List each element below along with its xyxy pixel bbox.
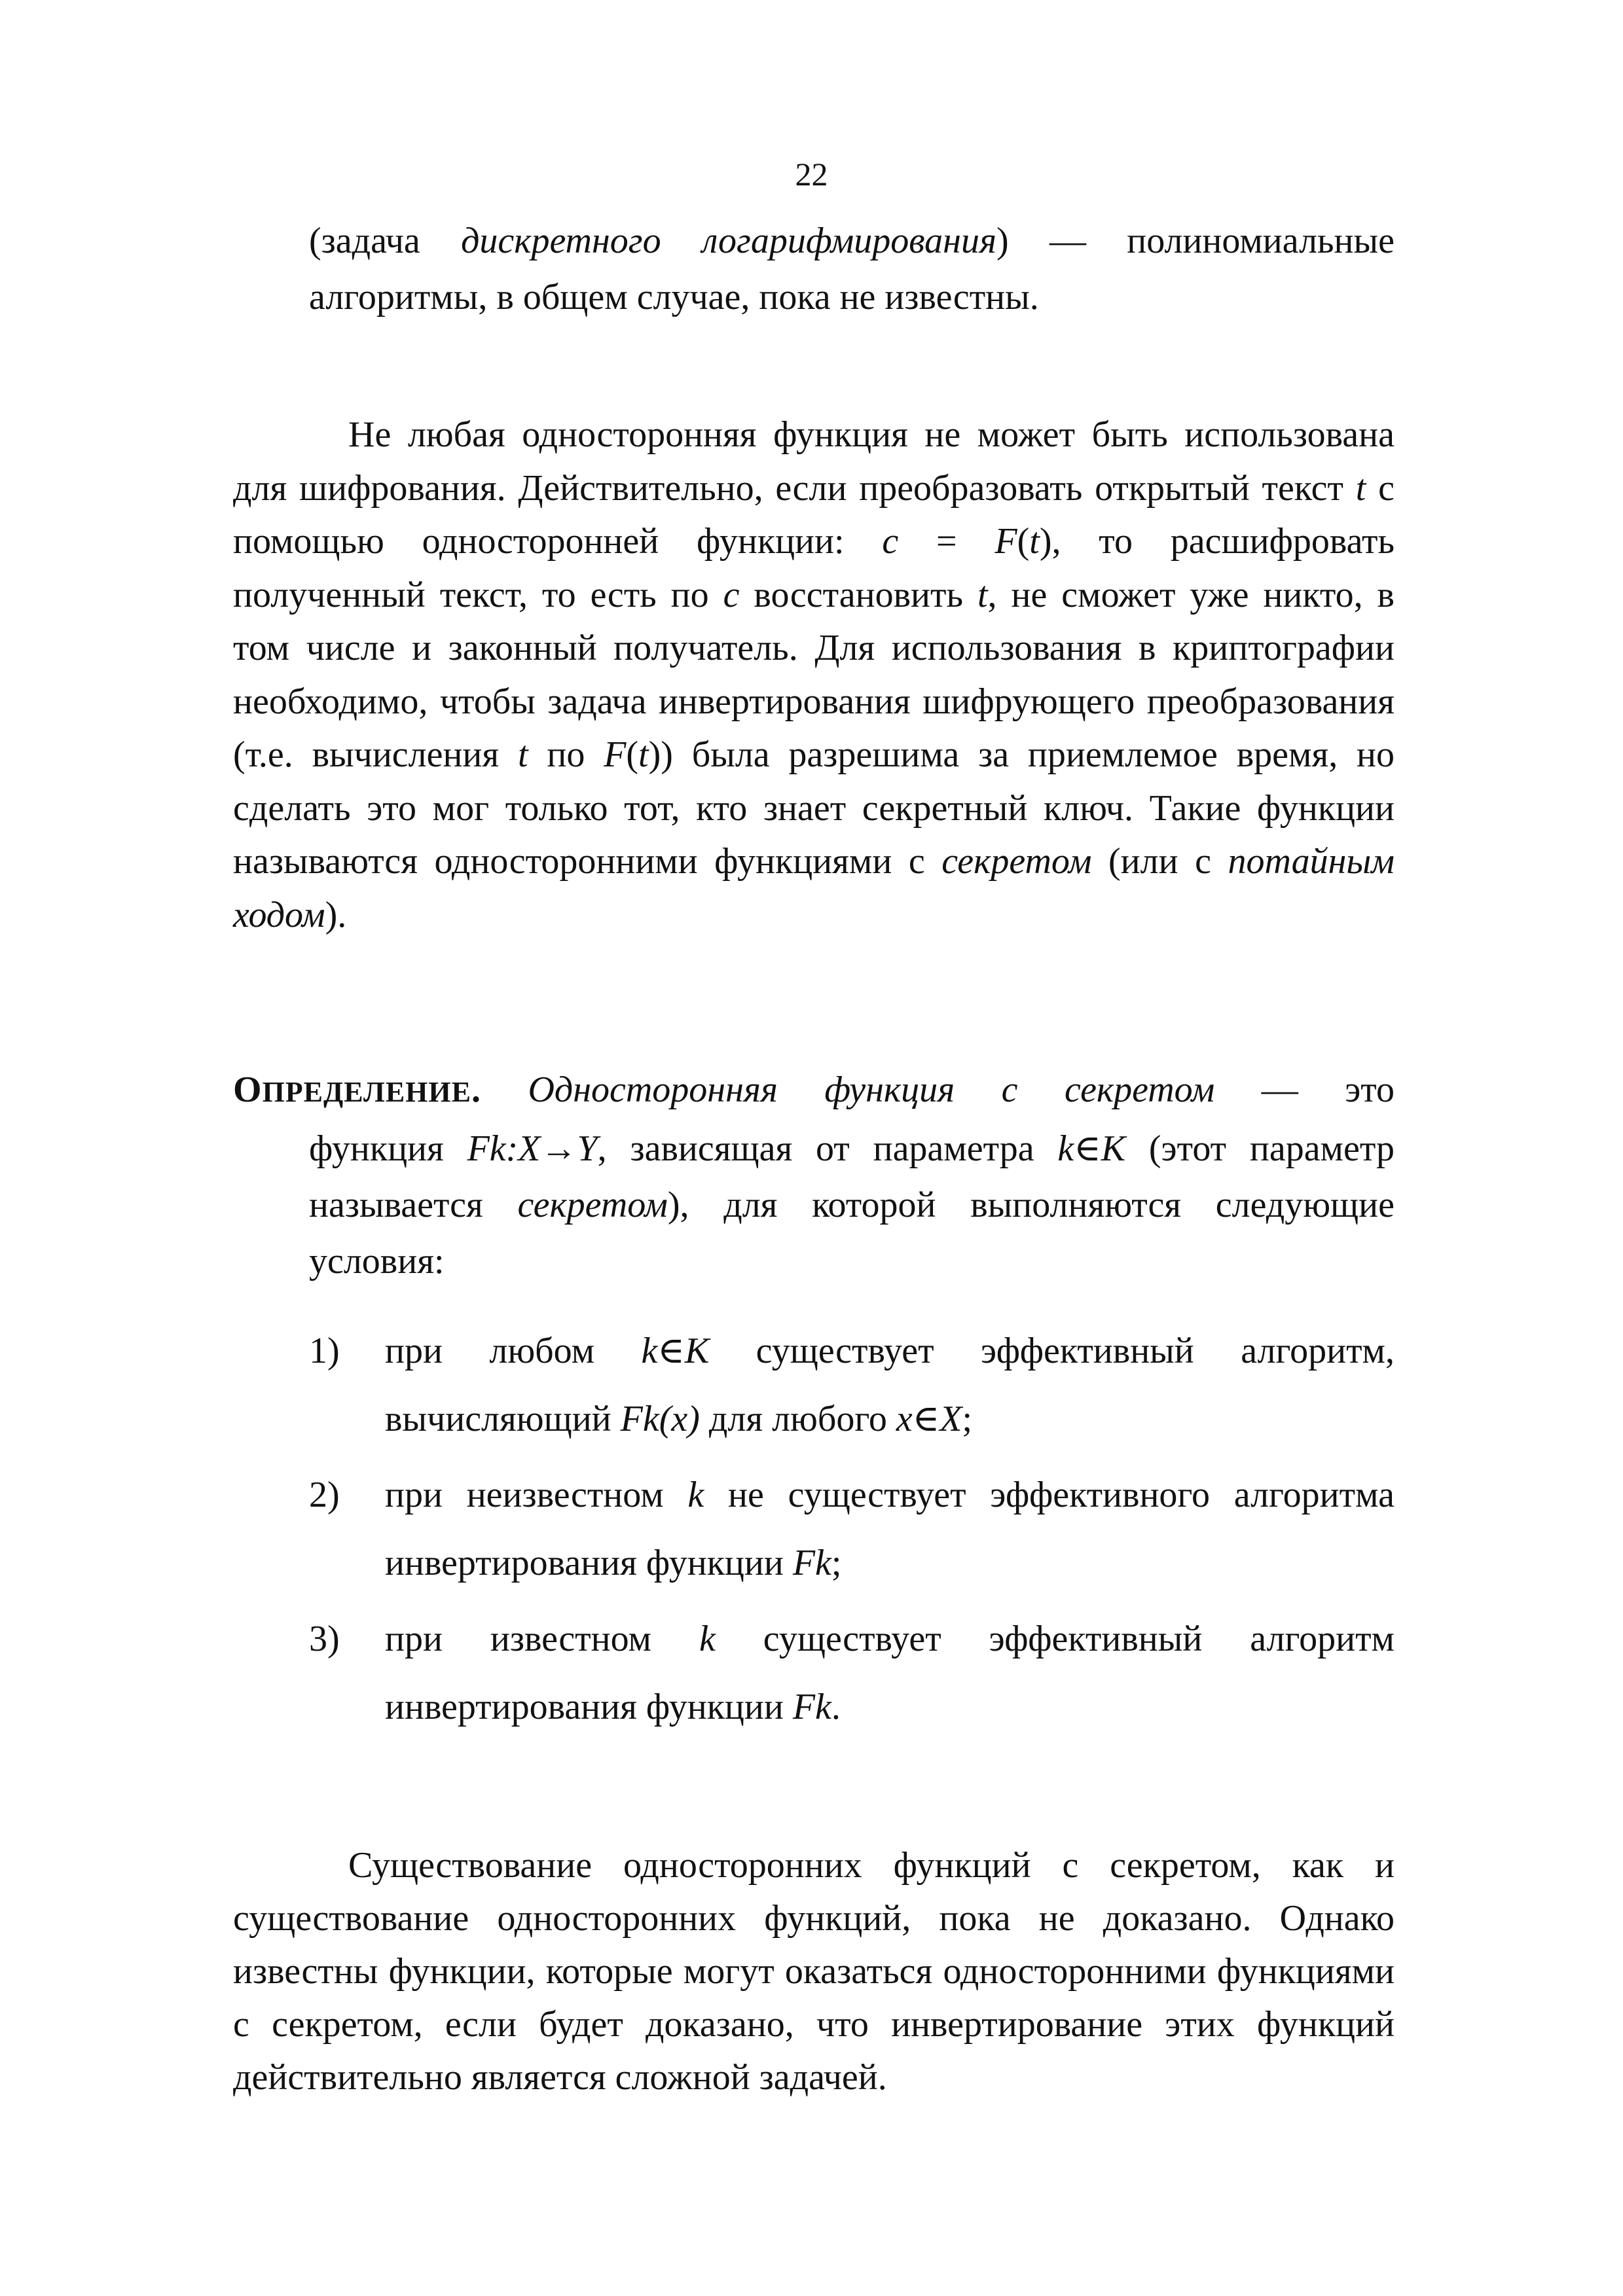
condition-number: 3): [309, 1619, 340, 1659]
text-run: =: [898, 521, 995, 562]
text-run: )) была разрешима за приемлемое время, но сделать это мог только тот, кто знает секретный ключ. Такие функции называются односторонними функциями с: [233, 734, 1395, 882]
definition-label: [233, 1069, 481, 1110]
math-expr: k∈K: [641, 1331, 710, 1371]
math-var: F: [994, 521, 1017, 562]
text-run: , не сможет уже никто, в том числе и законный получатель. Для использования в криптографии необходимо, чтобы задача инвертирования шифрующего преобразования (т.е. вычисления: [233, 574, 1395, 775]
text-run: (: [626, 734, 639, 775]
text-run: при любом: [385, 1331, 642, 1371]
paragraph-existence: Существование односторонних функций с секретом, как и существование односторонних функций, пока не доказано. Однако известны функции, которые могут оказаться односторонними функциями с секретом, если будет доказано, что инвертирование этих функций действительно является сложной задачей.: [233, 1845, 1395, 2098]
condition-number: 1): [309, 1331, 340, 1371]
text-run: ), то расшифровать полученный текст, то есть по: [233, 521, 1395, 615]
text-run: с помощью односторонней функции:: [233, 467, 1395, 562]
math-expr: Fk(x): [620, 1399, 700, 1439]
condition-number: 2): [309, 1475, 340, 1515]
text-run: ;: [962, 1399, 972, 1439]
text-run: для любого: [699, 1399, 896, 1439]
term-secret: секретом: [517, 1185, 668, 1225]
math-var: c: [882, 521, 899, 562]
math-var: t: [977, 574, 988, 615]
math-signature: Fk:X→Y: [467, 1128, 598, 1169]
text-run: по: [528, 734, 604, 775]
text-run: не существует эффективного алгоритма инвертирования функции: [385, 1475, 1395, 1583]
page-number: 22: [795, 156, 828, 192]
text-run: , зависящая от параметра: [597, 1128, 1058, 1169]
definition-title: Односторонняя функция с секретом: [528, 1069, 1215, 1110]
math-var: t: [1029, 521, 1040, 562]
definition-body: [233, 1121, 1395, 1289]
term-secret: секретом: [941, 841, 1092, 882]
math-expr: k: [687, 1475, 704, 1515]
text-run: существует эффективный алгоритм, вычисляющий: [385, 1331, 1395, 1439]
condition-text: [385, 1317, 1395, 1453]
math-var: t: [1355, 467, 1366, 509]
definition-block: [233, 1062, 1395, 1289]
continuation-paragraph: [309, 213, 1395, 325]
text-run: при известном: [385, 1619, 699, 1659]
continuation-lead: (задача: [309, 221, 462, 261]
text-run: ), для которой выполняются следующие условия:: [309, 1185, 1395, 1282]
definition-dash: — это: [1214, 1069, 1395, 1110]
text-run: при неизвестном: [385, 1475, 688, 1515]
condition-text: [385, 1605, 1395, 1741]
term-trapdoor: потайным ходом: [233, 841, 1395, 935]
text-run: .: [831, 1687, 841, 1727]
math-var: F: [604, 734, 627, 775]
text-run: (: [1017, 521, 1030, 562]
math-membership: k∈K: [1057, 1128, 1126, 1169]
definition-heading: [233, 1062, 1395, 1121]
text-run: (этот параметр называется: [309, 1128, 1395, 1225]
condition-text: [385, 1461, 1395, 1597]
condition-item: [309, 1461, 1395, 1597]
math-var: t: [517, 734, 528, 775]
math-expr: Fk: [792, 1687, 831, 1727]
text-run: (или с: [1091, 841, 1228, 882]
math-expr: x∈X: [896, 1399, 962, 1439]
text-run: функция: [309, 1128, 467, 1169]
definition-label-smallcaps: ПРЕДЕЛЕНИЕ: [262, 1076, 471, 1108]
math-expr: Fk: [792, 1543, 831, 1583]
math-expr: k: [699, 1619, 716, 1659]
text-run: существует эффективный алгоритм инвертирования функции: [385, 1619, 1395, 1727]
text-run: Не любая односторонняя функция не может быть использована для шифрования. Действительно, если преобразовать открытый текст: [233, 414, 1395, 509]
definition-label-initial: О: [233, 1069, 263, 1110]
text-run: ).: [325, 894, 347, 935]
conditions-list: [309, 1317, 1395, 1749]
paragraph-one-way-functions: [233, 408, 1395, 942]
math-var: t: [638, 734, 649, 775]
definition-label-dot: .: [471, 1069, 481, 1110]
text-run: ;: [831, 1543, 842, 1583]
continuation-tail: ) — полиномиальные алгоритмы, в общем случае, пока не известны.: [309, 221, 1395, 317]
math-var: c: [723, 574, 740, 615]
condition-item: [309, 1605, 1395, 1741]
text-run: восстановить: [739, 574, 977, 615]
term-discrete-log: дискретного логарифмирования: [461, 221, 996, 261]
condition-item: [309, 1317, 1395, 1453]
